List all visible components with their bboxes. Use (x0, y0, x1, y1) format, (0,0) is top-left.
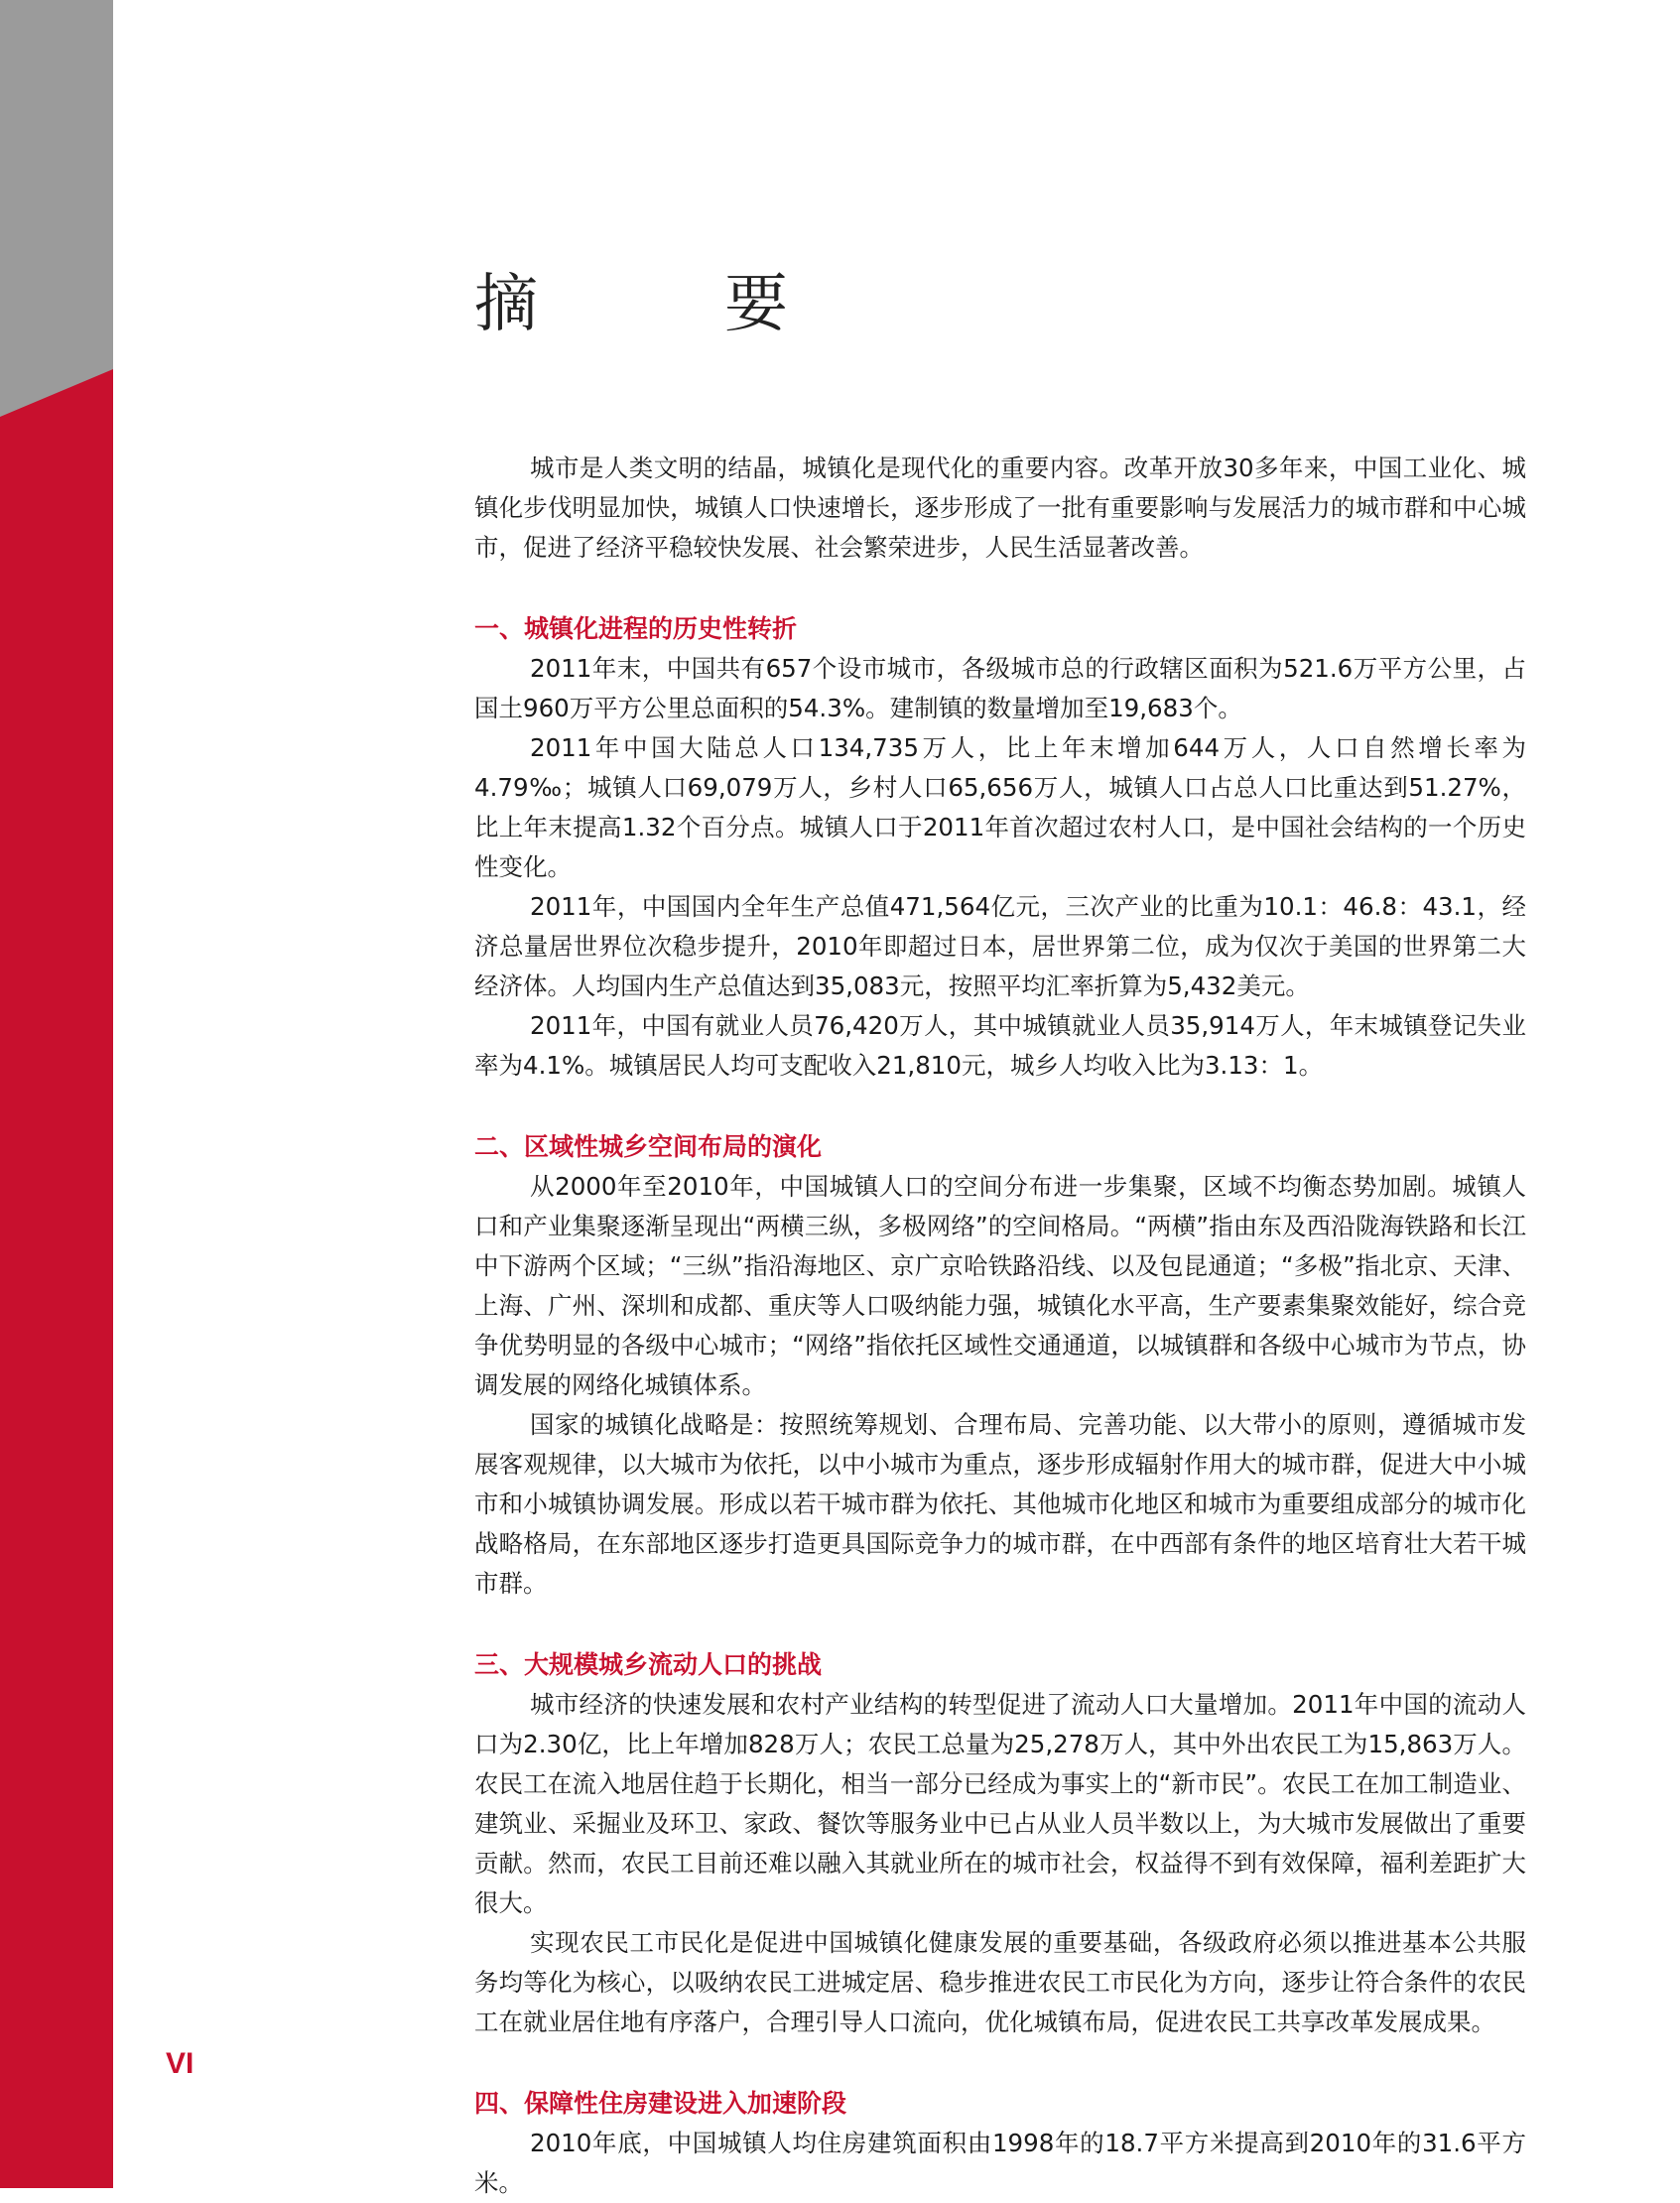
paragraph: 从2000年至2010年，中国城镇人口的空间分布进一步集聚，区域不均衡态势加剧。城镇人口和产业集聚逐渐呈现出“两横三纵，多极网络”的空间格局。“两横”指由东及西沿陇海铁路和长江中下游两个区域；“三纵”指沿海地区、京广京哈铁路沿线、以及包昆通道；“多极”指北京、天津、上海、广州、深圳和成都、重庆等人口吸纳能力强，城镇化水平高，生产要素集聚效能好，综合竞争优势明显的各级中心城市；“网络”指依托区域性交通通道，以城镇群和各级中心城市为节点，协调发展的网络化城镇体系。 (474, 1172, 1526, 1399)
section-heading: 四、保障性住房建设进入加速阶段 (474, 2089, 847, 2118)
paragraph: 2011年，中国有就业人员76,420万人，其中城镇就业人员35,914万人，年末城镇登记失业率为4.1%。城镇居民人均可支配收入21,810元，城乡人均收入比为3.13：1。 (474, 1011, 1526, 1080)
section-heading: 一、城镇化进程的历史性转折 (474, 614, 798, 643)
section-2 (474, 1127, 1526, 1604)
page-title: 摘 要 (474, 268, 849, 341)
side-bar-graphic (0, 0, 113, 2188)
paragraph: 2010年底，中国城镇人均住房建筑面积由1998年的18.7平方米提高到2010年的31.6平方米。 (474, 2129, 1526, 2197)
intro-paragraph: 城市是人类文明的结晶，城镇化是现代化的重要内容。改革开放30多年来，中国工业化、城镇化步伐明显加快，城镇人口快速增长，逐步形成了一批有重要影响与发展活力的城市群和中心城市，促进了经济平稳较快发展、社会繁荣进步，人民生活显著改善。 (474, 454, 1526, 562)
section-3 (474, 1645, 1526, 2042)
paragraph: 2011年末，中国共有657个设市城市，各级城市总的行政辖区面积为521.6万平方公里，占国土960万平方公里总面积的54.3%。建制镇的数量增加至19,683个。 (474, 654, 1526, 722)
section-heading: 三、大规模城乡流动人口的挑战 (474, 1650, 823, 1679)
document-body (474, 449, 1526, 2203)
section-4 (474, 2084, 1526, 2203)
section-heading: 二、区域性城乡空间布局的演化 (474, 1132, 823, 1161)
paragraph: 国家的城镇化战略是：按照统筹规划、合理布局、完善功能、以大带小的原则，遵循城市发展客观规律，以大城市为依托，以中小城市为重点，逐步形成辐射作用大的城市群，促进大中小城市和小城镇协调发展。形成以若干城市群为依托、其他城市化地区和城市为重要组成部分的城市化战略格局，在东部地区逐步打造更具国际竞争力的城市群，在中西部有条件的地区培育壮大若干城市群。 (474, 1410, 1526, 1598)
paragraph: 2011年中国大陆总人口134,735万人，比上年末增加644万人，人口自然增长率为4.79‰；城镇人口69,079万人，乡村人口65,656万人，城镇人口占总人口比重达到51.27%，比上年末提高1.32个百分点。城镇人口于2011年首次超过农村人口，是中国社会结构的一个历史性变化。 (474, 733, 1526, 881)
paragraph: 城市经济的快速发展和农村产业结构的转型促进了流动人口大量增加。2011年中国的流动人口为2.30亿，比上年增加828万人；农民工总量为25,278万人，其中外出农民工为15,863万人。农民工在流入地居住趋于长期化，相当一部分已经成为事实上的“新市民”。农民工在加工制造业、建筑业、采掘业及环卫、家政、餐饮等服务业中已占从业人员半数以上，为大城市发展做出了重要贡献。然而，农民工目前还难以融入其就业所在的城市社会，权益得不到有效保障，福利差距扩大很大。 (474, 1690, 1526, 1917)
paragraph: 实现农民工市民化是促进中国城镇化健康发展的重要基础，各级政府必须以推进基本公共服务均等化为核心，以吸纳农民工进城定居、稳步推进农民工市民化为方向，逐步让符合条件的农民工在就业居住地有序落户，合理引导人口流向，优化城镇布局，促进农民工共享改革发展成果。 (474, 1928, 1526, 2036)
page-number: VI (166, 2047, 194, 2080)
side-bar-gray-block (0, 0, 113, 417)
side-bar-red-block (0, 369, 113, 2188)
paragraph: 2011年，中国国内全年生产总值471,564亿元，三次产业的比重为10.1：46.8：43.1，经济总量居世界位次稳步提升，2010年即超过日本，居世界第二位，成为仅次于美国的世界第二大经济体。人均国内生产总值达到35,083元，按照平均汇率折算为5,432美元。 (474, 892, 1526, 1000)
side-decoration-bar (0, 0, 113, 2188)
section-1 (474, 609, 1526, 1086)
